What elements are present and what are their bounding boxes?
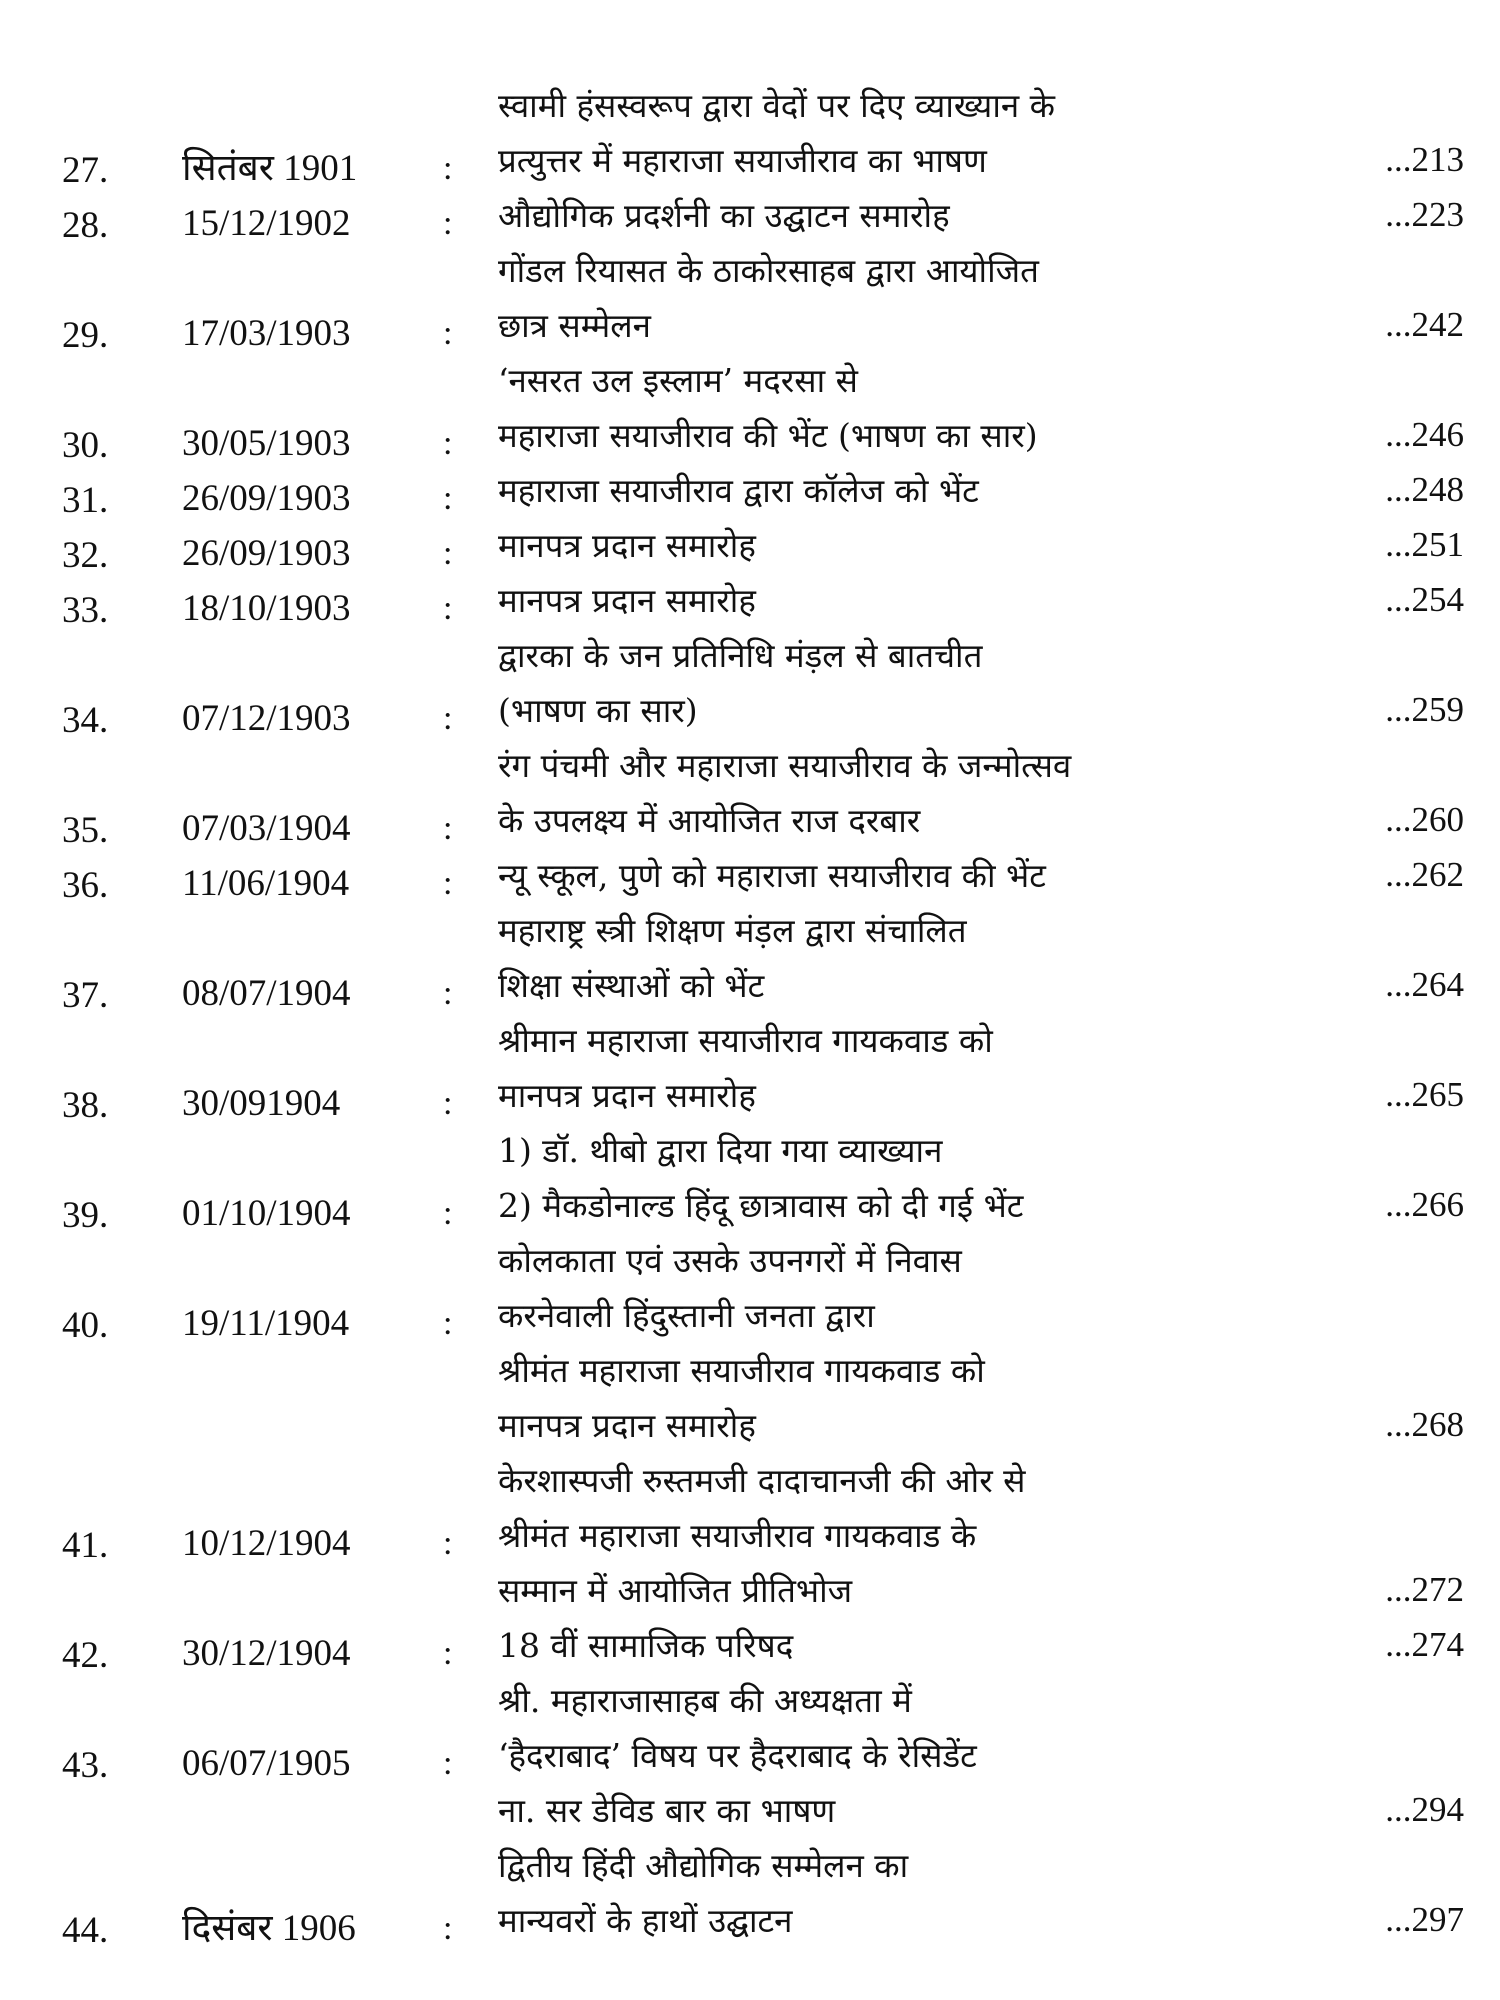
entry-separator: :	[443, 590, 453, 627]
entry-title-line: छात्र सम्मेलन	[498, 306, 651, 345]
entry-title-line: मानपत्र प्रदान समारोह	[498, 1076, 756, 1115]
entry-title-line: द्वारका के जन प्रतिनिधि मंड़ल से बातचीत	[498, 636, 983, 675]
entry-title-line: मानपत्र प्रदान समारोह	[498, 526, 756, 565]
entry-separator: :	[443, 810, 453, 847]
entry-page-number: ...264	[1385, 965, 1464, 1004]
entry-number: 44.	[62, 1910, 109, 1951]
entry-title-line: ना. सर डेविड बार का भाषण	[498, 1791, 836, 1830]
entry-page-number: ...297	[1385, 1900, 1464, 1939]
entry-number: 33.	[62, 590, 109, 631]
entry-date: 11/06/1904	[182, 863, 350, 904]
entry-date: 08/07/1904	[182, 973, 351, 1014]
entry-title	[498, 522, 1288, 577]
table-of-contents	[0, 82, 1500, 1952]
entry-separator: :	[443, 480, 453, 517]
entry-separator: :	[443, 1085, 453, 1122]
entry-page-number: ...265	[1385, 1075, 1464, 1114]
entry-title-line: श्रीमान महाराजा सयाजीराव गायकवाड को	[498, 1021, 993, 1060]
entry-title-line: स्वामी हंसस्वरूप द्वारा वेदों पर दिए व्याख्यान के	[498, 86, 1056, 125]
toc-entry	[0, 1842, 1500, 1952]
entry-page-number: ...262	[1385, 855, 1464, 894]
entry-page-number: ...268	[1385, 1405, 1464, 1444]
entry-separator: :	[443, 1525, 453, 1562]
entry-title	[498, 82, 1288, 192]
entry-title-line: 2) मैकडोनाल्ड हिंदू छात्रावास को दी गई भेंट	[498, 1186, 1024, 1225]
entry-date: 30/05/1903	[182, 423, 351, 464]
entry-page-number: ...251	[1385, 525, 1464, 564]
entry-number: 32.	[62, 535, 109, 576]
entry-number: 28.	[62, 205, 109, 246]
entry-title-line: ‘हैदराबाद’ विषय पर हैदराबाद के रेसिडेंट	[498, 1736, 977, 1775]
entry-separator: :	[443, 1195, 453, 1232]
entry-title	[498, 1457, 1288, 1622]
entry-title-line: शिक्षा संस्थाओं को भेंट	[498, 966, 765, 1005]
entry-date: 07/03/1904	[182, 808, 351, 849]
entry-separator: :	[443, 315, 453, 352]
entry-separator: :	[443, 1635, 453, 1672]
entry-separator: :	[443, 1910, 453, 1947]
entry-number: 38.	[62, 1085, 109, 1126]
entry-title-line: सम्मान में आयोजित प्रीतिभोज	[498, 1571, 853, 1610]
entry-title-line: मानपत्र प्रदान समारोह	[498, 1406, 756, 1445]
entry-number: 35.	[62, 810, 109, 851]
toc-entry	[0, 82, 1500, 192]
entry-separator: :	[443, 1305, 453, 1342]
entry-date: 17/03/1903	[182, 313, 351, 354]
entry-title	[498, 1622, 1288, 1677]
entry-date: 10/12/1904	[182, 1523, 351, 1564]
entry-title	[498, 577, 1288, 632]
entry-page-number: ...259	[1385, 690, 1464, 729]
entry-separator: :	[443, 1745, 453, 1782]
entry-number: 29.	[62, 315, 109, 356]
entry-date: 26/09/1903	[182, 478, 351, 519]
entry-separator: :	[443, 150, 453, 187]
entry-title	[498, 467, 1288, 522]
entry-date: 30/12/1904	[182, 1633, 351, 1674]
entry-date: 18/10/1903	[182, 588, 351, 629]
entry-title	[498, 247, 1288, 357]
entry-date: 06/07/1905	[182, 1743, 351, 1784]
entry-title-line: श्री. महाराजासाहब की अध्यक्षता में	[498, 1681, 912, 1720]
entry-title-line: न्यू स्कूल, पुणे को महाराजा सयाजीराव की भेंट	[498, 856, 1046, 895]
entry-separator: :	[443, 535, 453, 572]
entry-date: 19/11/1904	[182, 1303, 350, 1344]
entry-title	[498, 192, 1288, 247]
toc-entry	[0, 907, 1500, 1017]
toc-entry	[0, 1677, 1500, 1842]
entry-number: 36.	[62, 865, 109, 906]
entry-page-number: ...248	[1385, 470, 1464, 509]
entry-page-number: ...246	[1385, 415, 1464, 454]
entry-title	[498, 1677, 1288, 1842]
entry-title	[498, 1237, 1288, 1457]
entry-title-line: केरशास्पजी रुस्तमजी दादाचानजी की ओर से	[498, 1461, 1026, 1500]
entry-title-line: महाराजा सयाजीराव द्वारा कॉलेज को भेंट	[498, 471, 979, 510]
toc-entry	[0, 852, 1500, 907]
toc-entry	[0, 577, 1500, 632]
entry-title-line: 18 वीं सामाजिक परिषद	[498, 1626, 794, 1665]
entry-date: दिसंबर 1906	[182, 1908, 356, 1949]
entry-title-line: औद्योगिक प्रदर्शनी का उद्घाटन समारोह	[498, 196, 950, 235]
entry-date: 26/09/1903	[182, 533, 351, 574]
entry-title	[498, 852, 1288, 907]
toc-entry	[0, 1622, 1500, 1677]
entry-title-line: रंग पंचमी और महाराजा सयाजीराव के जन्मोत्सव	[498, 746, 1072, 785]
entry-separator: :	[443, 865, 453, 902]
toc-entry	[0, 632, 1500, 742]
entry-title-line: मान्यवरों के हाथों उद्घाटन	[498, 1901, 793, 1940]
entry-title-line: के उपलक्ष्य में आयोजित राज दरबार	[498, 801, 921, 840]
entry-number: 39.	[62, 1195, 109, 1236]
entry-title	[498, 1127, 1288, 1237]
entry-page-number: ...242	[1385, 305, 1464, 344]
entry-number: 34.	[62, 700, 109, 741]
toc-entry	[0, 357, 1500, 467]
entry-title	[498, 1017, 1288, 1127]
entry-title-line: कोलकाता एवं उसके उपनगरों में निवास	[498, 1241, 962, 1280]
entry-title-line: श्रीमंत महाराजा सयाजीराव गायकवाड को	[498, 1351, 985, 1390]
entry-title-line: प्रत्युत्तर में महाराजा सयाजीराव का भाषण	[498, 141, 987, 180]
entry-title	[498, 742, 1288, 852]
toc-entry	[0, 522, 1500, 577]
entry-separator: :	[443, 700, 453, 737]
entry-title-line: द्वितीय हिंदी औद्योगिक सम्मेलन का	[498, 1846, 909, 1885]
entry-date: 07/12/1903	[182, 698, 351, 739]
entry-title-line: 1) डॉ. थीबो द्वारा दिया गया व्याख्यान	[498, 1131, 943, 1170]
entry-number: 30.	[62, 425, 109, 466]
entry-page-number: ...266	[1385, 1185, 1464, 1224]
toc-entry	[0, 1237, 1500, 1457]
entry-number: 43.	[62, 1745, 109, 1786]
entry-page-number: ...223	[1385, 195, 1464, 234]
entry-page-number: ...260	[1385, 800, 1464, 839]
entry-number: 41.	[62, 1525, 109, 1566]
entry-page-number: ...272	[1385, 1570, 1464, 1609]
toc-entry	[0, 247, 1500, 357]
entry-page-number: ...213	[1385, 140, 1464, 179]
entry-page-number: ...274	[1385, 1625, 1464, 1664]
entry-number: 42.	[62, 1635, 109, 1676]
toc-entry	[0, 742, 1500, 852]
entry-number: 40.	[62, 1305, 109, 1346]
entry-separator: :	[443, 205, 453, 242]
entry-title-line: महाराजा सयाजीराव की भेंट (भाषण का सार)	[498, 416, 1038, 455]
entry-date: 01/10/1904	[182, 1193, 351, 1234]
entry-title-line: ‘नसरत उल इस्लाम’ मदरसा से	[498, 361, 858, 400]
toc-entry	[0, 1127, 1500, 1237]
entry-title	[498, 907, 1288, 1017]
entry-number: 27.	[62, 150, 109, 191]
toc-entry	[0, 1457, 1500, 1622]
entry-page-number: ...254	[1385, 580, 1464, 619]
entry-separator: :	[443, 425, 453, 462]
entry-title	[498, 1842, 1288, 1952]
entry-page-number: ...294	[1385, 1790, 1464, 1829]
entry-title-line: श्रीमंत महाराजा सयाजीराव गायकवाड के	[498, 1516, 977, 1555]
entry-title-line: करनेवाली हिंदुस्तानी जनता द्वारा	[498, 1296, 875, 1335]
toc-entry	[0, 1017, 1500, 1127]
toc-entry	[0, 467, 1500, 522]
entry-title	[498, 632, 1288, 742]
entry-date: सितंबर 1901	[182, 148, 358, 189]
entry-number: 37.	[62, 975, 109, 1016]
entry-title-line: (भाषण का सार)	[498, 691, 698, 730]
entry-date: 30/091904	[182, 1083, 341, 1124]
entry-number: 31.	[62, 480, 109, 521]
toc-entry	[0, 192, 1500, 247]
entry-date: 15/12/1902	[182, 203, 351, 244]
entry-title	[498, 357, 1288, 467]
entry-title-line: गोंडल रियासत के ठाकोरसाहब द्वारा आयोजित	[498, 251, 1039, 290]
entry-title-line: मानपत्र प्रदान समारोह	[498, 581, 756, 620]
entry-separator: :	[443, 975, 453, 1012]
entry-title-line: महाराष्ट्र स्त्री शिक्षण मंड़ल द्वारा संचालित	[498, 911, 967, 950]
